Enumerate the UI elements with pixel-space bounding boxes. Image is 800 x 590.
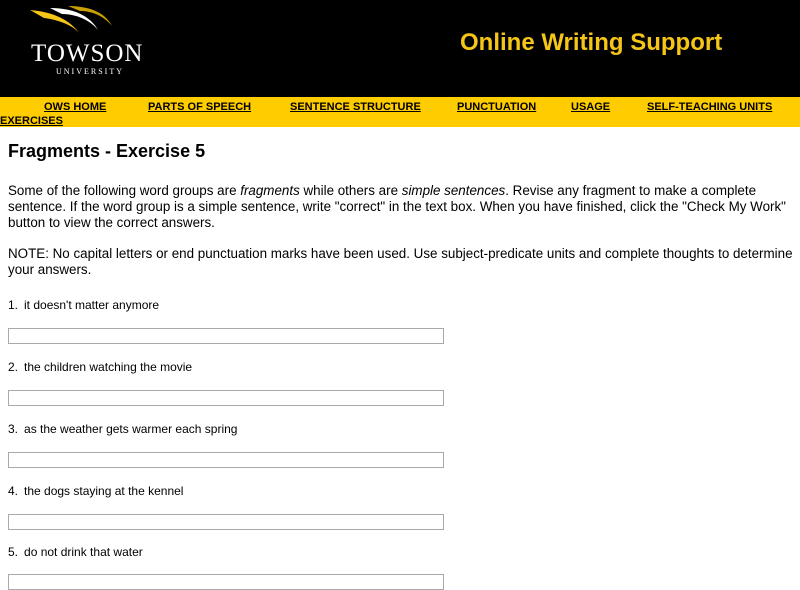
- nav-ows-home[interactable]: OWS HOME: [44, 101, 107, 113]
- instructions-em-simple-sentences: simple sentences: [401, 183, 506, 198]
- question-4: [8, 484, 183, 498]
- question-2: [8, 360, 192, 374]
- site-title: Online Writing Support: [460, 29, 723, 56]
- answer-input-4[interactable]: [8, 514, 444, 530]
- question-number: 1.: [8, 298, 19, 312]
- instructions: [8, 183, 794, 231]
- nav-sentence-structure[interactable]: SENTENCE STRUCTURE: [290, 101, 421, 113]
- question-1: [8, 298, 159, 312]
- instructions-text-1: Some of the following word groups are: [8, 183, 241, 198]
- question-number: 5.: [8, 545, 19, 559]
- question-text: it doesn't matter anymore: [24, 298, 160, 312]
- answer-input-1[interactable]: [8, 328, 444, 344]
- page-title: Fragments - Exercise 5: [8, 141, 206, 161]
- logo-subtitle: UNIVERSITY: [56, 67, 124, 76]
- question-text: as the weather gets warmer each spring: [24, 422, 238, 436]
- question-number: 2.: [8, 360, 19, 374]
- instructions-em-fragments: fragments: [240, 183, 300, 198]
- question-number: 4.: [8, 484, 19, 498]
- question-text: the children watching the movie: [24, 360, 193, 374]
- note: NOTE: No capital letters or end punctuation marks have been used. Use subject-predicate units and complete thoughts to determine your answers.: [8, 246, 793, 277]
- answer-input-2[interactable]: [8, 390, 444, 406]
- instructions-text-3: . Revise any fragment to make a complete sentence. If the word group is a simple sentence, write "correct" in the text box. When you have finished, click the "Check My Work" button to view the correct answers.: [8, 183, 786, 230]
- main-nav: [0, 97, 800, 127]
- question-text: the dogs staying at the kennel: [24, 484, 184, 498]
- nav-parts-of-speech[interactable]: PARTS OF SPEECH: [148, 101, 252, 113]
- question-3: [8, 422, 237, 436]
- nav-self-teaching-units[interactable]: SELF-TEACHING UNITS: [647, 101, 773, 113]
- question-text: do not drink that water: [24, 545, 143, 559]
- nav-usage[interactable]: USAGE: [571, 101, 611, 113]
- question-number: 3.: [8, 422, 19, 436]
- answer-input-3[interactable]: [8, 452, 444, 468]
- question-5: [8, 545, 143, 559]
- instructions-text-2: while others are: [299, 183, 402, 198]
- nav-punctuation[interactable]: PUNCTUATION: [457, 101, 537, 113]
- nav-exercises[interactable]: EXERCISES: [0, 115, 63, 127]
- site-header: [0, 0, 800, 97]
- logo-wordmark: TOWSON: [31, 40, 144, 67]
